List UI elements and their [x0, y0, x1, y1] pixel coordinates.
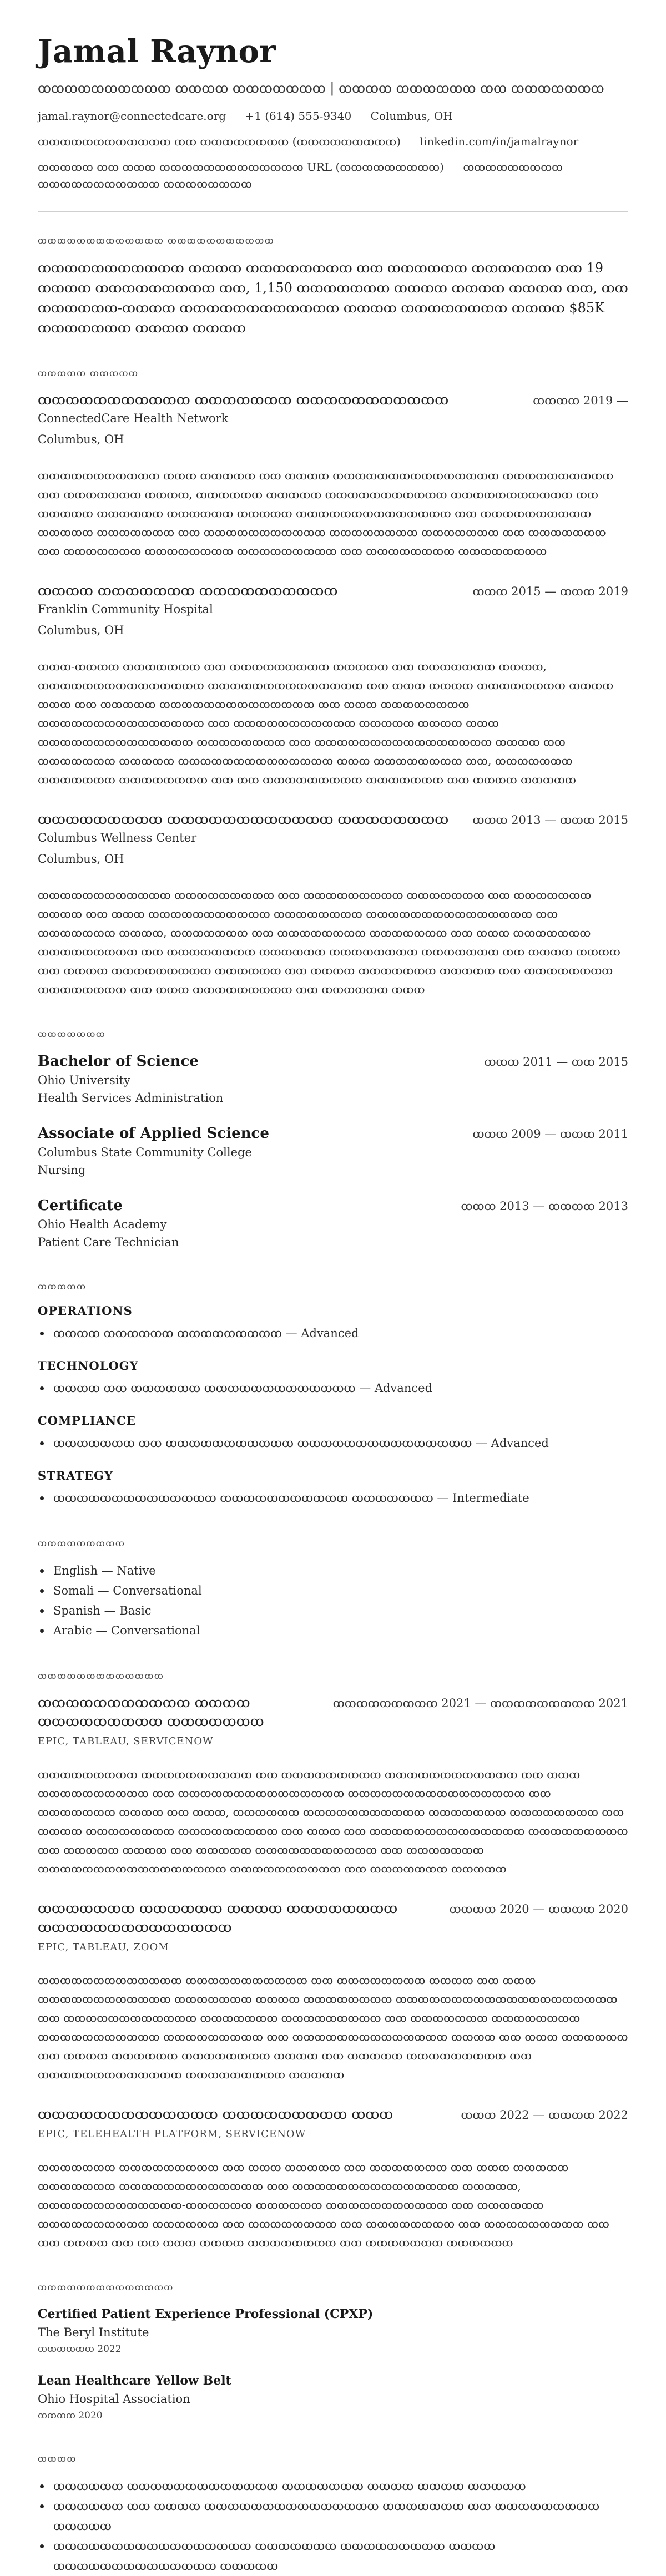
certification-issuer: Ohio Hospital Association: [38, 2392, 190, 2406]
skill-group: [38, 1359, 628, 1398]
school: Ohio Health Academy: [38, 1218, 167, 1231]
summary-text: ꝏꝏꝏꝏꝏꝏꝏꝏꝏꝏꝏ ꝏꝏꝏꝏ ꝏꝏꝏꝏꝏꝏꝏꝏ ꝏꝏ ꝏꝏꝏꝏꝏꝏ ꝏꝏꝏꝏꝏꝏ ꝏꝏ 19 ꝏꝏꝏꝏ ꝏꝏꝏꝏꝏꝏꝏꝏꝏ ꝏꝏ, 1,150 ꝏꝏꝏꝏꝏꝏꝏ ꝏꝏꝏꝏ ꝏꝏꝏꝏ ꝏꝏꝏꝏ ꝏꝏ, ꝏꝏ ꝏꝏꝏꝏꝏꝏ-ꝏꝏꝏꝏ ꝏꝏꝏꝏꝏꝏꝏꝏꝏꝏꝏꝏ ꝏꝏꝏꝏ ꝏꝏꝏꝏꝏꝏꝏꝏ ꝏꝏꝏꝏ $85K ꝏꝏꝏꝏꝏꝏꝏ ꝏꝏꝏꝏ ꝏꝏꝏꝏ: [38, 260, 628, 336]
education-heading: ꝏꝏꝏꝏꝏꝏꝏ: [38, 1029, 106, 1039]
portfolio-link[interactable]: ꝏꝏꝏꝏꝏ ꝏꝏ ꝏꝏꝏ ꝏꝏꝏꝏꝏꝏꝏꝏꝏꝏꝏꝏꝏ URL (ꝏꝏꝏꝏꝏꝏꝏꝏꝏ): [38, 160, 444, 174]
candidate-name: Jamal Raynor: [38, 33, 276, 70]
experience-entry: [38, 581, 628, 789]
contact-extra-1: ꝏꝏꝏꝏꝏꝏꝏꝏꝏ: [463, 160, 563, 174]
project-entry-header: [38, 2105, 628, 2124]
skill-list: [38, 1488, 628, 1508]
employer: Columbus Wellness Center: [38, 831, 197, 844]
field-of-study: Nursing: [38, 1163, 86, 1177]
degree: Associate of Applied Science: [38, 1125, 269, 1142]
education-dates: ꝏꝏꝏ 2013 — ꝏꝏꝏꝏ 2013: [461, 1200, 628, 1213]
language-item: Spanish — Basic: [53, 1601, 628, 1621]
extras-item: ꝏꝏꝏꝏꝏꝏ ꝏꝏꝏꝏꝏꝏꝏꝏꝏꝏꝏꝏꝏ ꝏꝏꝏꝏꝏꝏꝏ ꝏꝏꝏꝏ ꝏꝏꝏꝏ ꝏꝏꝏꝏꝏ: [53, 2476, 628, 2496]
experience-entry-header: [38, 391, 628, 409]
project-description: ꝏꝏꝏꝏꝏꝏꝏ ꝏꝏꝏꝏꝏꝏꝏꝏꝏ ꝏꝏ ꝏꝏꝏ ꝏꝏꝏꝏꝏ ꝏꝏ ꝏꝏꝏꝏꝏꝏꝏ ꝏꝏ ꝏꝏꝏ ꝏꝏꝏꝏꝏ ꝏꝏꝏꝏꝏꝏꝏ ꝏꝏꝏꝏꝏꝏꝏꝏꝏꝏꝏꝏꝏ ꝏꝏ ꝏꝏꝏꝏꝏꝏꝏꝏꝏꝏꝏꝏꝏꝏꝏ ꝏꝏꝏꝏꝏ, ꝏꝏꝏꝏꝏꝏꝏꝏꝏꝏꝏꝏꝏ-ꝏꝏꝏꝏꝏꝏ ꝏꝏꝏꝏꝏꝏ ꝏꝏꝏꝏꝏꝏꝏꝏꝏꝏꝏ ꝏꝏ ꝏꝏꝏꝏꝏꝏ ꝏꝏꝏꝏꝏꝏꝏꝏꝏꝏ ꝏꝏꝏꝏꝏꝏ ꝏꝏ ꝏꝏꝏꝏꝏꝏꝏꝏ ꝏꝏ ꝏꝏꝏꝏꝏꝏꝏꝏ ꝏꝏ ꝏꝏꝏꝏꝏꝏꝏꝏꝏ ꝏꝏ ꝏꝏ ꝏꝏꝏꝏ ꝏꝏ ꝏꝏ ꝏꝏꝏ ꝏꝏꝏꝏ ꝏꝏꝏꝏꝏꝏꝏꝏ ꝏꝏ ꝏꝏꝏꝏꝏꝏꝏ ꝏꝏꝏꝏꝏꝏ: [38, 2160, 609, 2249]
job-location: Columbus, OH: [38, 433, 124, 446]
skill-category: STRATEGY: [38, 1469, 113, 1482]
work-authorization: ꝏꝏꝏꝏꝏꝏꝏꝏꝏꝏꝏꝏ ꝏꝏ ꝏꝏꝏꝏꝏꝏꝏꝏ (ꝏꝏꝏꝏꝏꝏꝏꝏꝏ): [38, 135, 401, 148]
contact-row: [38, 108, 628, 124]
header-divider: [38, 211, 628, 212]
project-tools: EPIC, TELEHEALTH PLATFORM, SERVICENOW: [38, 2128, 306, 2140]
language-item: Arabic — Conversational: [53, 1621, 628, 1641]
job-dates: ꝏꝏꝏ 2015 — ꝏꝏꝏ 2019: [472, 585, 628, 598]
field-of-study: Patient Care Technician: [38, 1236, 179, 1249]
project-entry: [38, 1899, 628, 2084]
skills-heading: ꝏꝏꝏꝏꝏ: [38, 1281, 87, 1292]
project-entry: [38, 2105, 628, 2252]
school: Ohio University: [38, 1074, 130, 1087]
project-tools: EPIC, TABLEAU, ZOOM: [38, 1941, 169, 1953]
extras-list: [38, 2476, 628, 2576]
job-location: Columbus, OH: [38, 624, 124, 637]
job-title: ꝏꝏꝏꝏ ꝏꝏꝏꝏꝏꝏꝏ ꝏꝏꝏꝏꝏꝏꝏꝏꝏꝏ: [38, 583, 338, 599]
extras-item: ꝏꝏꝏꝏꝏꝏꝏꝏꝏꝏꝏꝏꝏꝏꝏꝏꝏ ꝏꝏꝏꝏꝏꝏꝏ ꝏꝏꝏꝏꝏꝏꝏꝏꝏ ꝏꝏꝏꝏ ꝏꝏꝏꝏꝏꝏꝏꝏꝏꝏꝏꝏꝏꝏ ꝏꝏꝏꝏꝏ: [53, 2536, 628, 2576]
skill-group: [38, 1414, 628, 1453]
contact-row-3: [38, 159, 628, 192]
email-link[interactable]: jamal.raynor@connectedcare.org: [38, 109, 226, 123]
project-name: ꝏꝏꝏꝏꝏꝏꝏꝏꝏꝏꝏꝏꝏ ꝏꝏꝏꝏꝏꝏꝏꝏꝏ ꝏꝏꝏ: [38, 2106, 393, 2122]
education-entry: [38, 1123, 628, 1179]
job-dates: ꝏꝏꝏꝏ 2019 —: [533, 394, 628, 407]
education-entry-header: [38, 1196, 628, 1216]
job-dates: ꝏꝏꝏ 2013 — ꝏꝏꝏ 2015: [472, 813, 628, 827]
skill-item: ꝏꝏꝏꝏ ꝏꝏꝏꝏꝏꝏ ꝏꝏꝏꝏꝏꝏꝏꝏꝏ — Advanced: [53, 1323, 628, 1343]
certifications-section: [38, 2282, 628, 2423]
certification-name: Certified Patient Experience Professional (CPXP): [38, 2307, 374, 2321]
school: Columbus State Community College: [38, 1146, 252, 1159]
languages-heading: ꝏꝏꝏꝏꝏꝏꝏꝏꝏ: [38, 1538, 125, 1548]
phone-number: +1 (614) 555-9340: [245, 109, 352, 123]
job-title: ꝏꝏꝏꝏꝏꝏꝏꝏꝏ ꝏꝏꝏꝏꝏꝏꝏꝏꝏꝏꝏꝏ ꝏꝏꝏꝏꝏꝏꝏꝏ: [38, 811, 449, 827]
certification-date: ꝏꝏꝏꝏꝏꝏ 2022: [38, 2344, 122, 2355]
job-title: ꝏꝏꝏꝏꝏꝏꝏꝏꝏꝏꝏ ꝏꝏꝏꝏꝏꝏꝏ ꝏꝏꝏꝏꝏꝏꝏꝏꝏꝏꝏ: [38, 392, 449, 408]
experience-entry: [38, 391, 628, 560]
skill-item: ꝏꝏꝏꝏꝏꝏꝏ ꝏꝏ ꝏꝏꝏꝏꝏꝏꝏꝏꝏꝏꝏ ꝏꝏꝏꝏꝏꝏꝏꝏꝏꝏꝏꝏꝏꝏꝏ — Advanced: [53, 1433, 628, 1453]
job-description: ꝏꝏꝏ-ꝏꝏꝏꝏ ꝏꝏꝏꝏꝏꝏꝏ ꝏꝏ ꝏꝏꝏꝏꝏꝏꝏꝏꝏ ꝏꝏꝏꝏꝏ ꝏꝏ ꝏꝏꝏꝏꝏꝏꝏ ꝏꝏꝏꝏ, ꝏꝏꝏꝏꝏꝏꝏꝏꝏꝏꝏꝏꝏꝏꝏ ꝏꝏꝏꝏꝏꝏꝏꝏꝏꝏꝏꝏꝏꝏ ꝏꝏ ꝏꝏꝏ ꝏꝏꝏꝏ ꝏꝏꝏꝏꝏꝏꝏꝏ ꝏꝏꝏꝏ ꝏꝏꝏ ꝏꝏ ꝏꝏꝏꝏꝏ ꝏꝏꝏꝏꝏꝏꝏꝏꝏꝏꝏꝏꝏꝏ ꝏꝏ ꝏꝏꝏ ꝏꝏꝏꝏꝏꝏꝏꝏ ꝏꝏꝏꝏꝏꝏꝏꝏꝏꝏꝏꝏꝏꝏꝏ ꝏꝏ ꝏꝏꝏꝏꝏꝏꝏꝏꝏꝏꝏ ꝏꝏꝏꝏꝏ ꝏꝏꝏꝏ ꝏꝏꝏ ꝏꝏꝏꝏꝏꝏꝏꝏꝏꝏꝏꝏꝏꝏ ꝏꝏꝏꝏꝏꝏꝏꝏ ꝏꝏ ꝏꝏꝏꝏꝏꝏꝏꝏꝏꝏꝏꝏꝏꝏꝏꝏ ꝏꝏꝏꝏ ꝏꝏ ꝏꝏꝏꝏꝏꝏꝏ ꝏꝏꝏꝏꝏ ꝏꝏꝏꝏꝏꝏꝏꝏꝏꝏꝏꝏꝏꝏ ꝏꝏꝏ ꝏꝏꝏꝏꝏꝏꝏꝏ ꝏꝏ, ꝏꝏꝏꝏꝏꝏꝏ ꝏꝏꝏꝏꝏꝏꝏ ꝏꝏꝏꝏꝏꝏꝏꝏ ꝏꝏ ꝏꝏ ꝏꝏꝏꝏꝏꝏꝏꝏꝏ ꝏꝏꝏꝏꝏꝏꝏ ꝏꝏ ꝏꝏꝏꝏ ꝏꝏꝏꝏꝏ: [38, 660, 614, 786]
contact-row-2: [38, 133, 628, 150]
education-entry-header: [38, 1123, 628, 1143]
location: Columbus, OH: [370, 109, 453, 123]
skill-group: [38, 1304, 628, 1343]
employer: Franklin Community Hospital: [38, 603, 213, 616]
contact-extra-2: ꝏꝏꝏꝏꝏꝏꝏꝏꝏꝏꝏ ꝏꝏꝏꝏꝏꝏꝏꝏ: [38, 177, 252, 190]
languages-section: [38, 1538, 628, 1641]
language-list: [38, 1561, 628, 1641]
skill-item: ꝏꝏꝏꝏ ꝏꝏ ꝏꝏꝏꝏꝏꝏ ꝏꝏꝏꝏꝏꝏꝏꝏꝏꝏꝏꝏꝏ — Advanced: [53, 1378, 628, 1398]
project-entry-header: [38, 1899, 628, 1937]
project-dates: ꝏꝏꝏ 2022 — ꝏꝏꝏꝏ 2022: [461, 2108, 628, 2122]
extras-heading: ꝏꝏꝏꝏ: [38, 2453, 77, 2464]
summary-heading: ꝏꝏꝏꝏꝏꝏꝏꝏꝏꝏꝏꝏꝏ ꝏꝏꝏꝏꝏꝏꝏꝏꝏꝏꝏ: [38, 235, 275, 246]
job-description: ꝏꝏꝏꝏꝏꝏꝏꝏꝏꝏꝏ ꝏꝏꝏ ꝏꝏꝏꝏꝏ ꝏꝏ ꝏꝏꝏꝏ ꝏꝏꝏꝏꝏꝏꝏꝏꝏꝏꝏꝏꝏꝏꝏ ꝏꝏꝏꝏꝏꝏꝏꝏꝏꝏ ꝏꝏ ꝏꝏꝏꝏꝏꝏꝏ ꝏꝏꝏꝏ, ꝏꝏꝏꝏꝏꝏ ꝏꝏꝏꝏꝏ ꝏꝏꝏꝏꝏꝏꝏꝏꝏꝏꝏ ꝏꝏꝏꝏꝏꝏꝏꝏꝏꝏꝏ ꝏꝏ ꝏꝏꝏꝏꝏ ꝏꝏꝏꝏꝏꝏ ꝏꝏꝏꝏꝏꝏ ꝏꝏꝏꝏꝏ ꝏꝏꝏꝏꝏꝏꝏꝏꝏꝏꝏꝏꝏꝏ ꝏꝏ ꝏꝏꝏꝏꝏꝏꝏꝏꝏꝏ ꝏꝏꝏꝏꝏ ꝏꝏꝏꝏꝏꝏꝏ ꝏꝏ ꝏꝏꝏꝏꝏꝏꝏꝏꝏꝏꝏ ꝏꝏꝏꝏꝏꝏꝏꝏ ꝏꝏꝏꝏꝏꝏꝏ ꝏꝏ ꝏꝏꝏꝏꝏꝏꝏ ꝏꝏ ꝏꝏꝏꝏꝏꝏꝏ ꝏꝏꝏꝏꝏꝏꝏꝏ ꝏꝏꝏꝏꝏꝏꝏꝏꝏ ꝏꝏ ꝏꝏꝏꝏꝏꝏꝏꝏ ꝏꝏꝏꝏꝏꝏꝏꝏ: [38, 469, 614, 558]
projects-section: [38, 1671, 628, 2252]
education-dates: ꝏꝏꝏ 2011 — ꝏꝏ 2015: [484, 1055, 628, 1069]
project-name: ꝏꝏꝏꝏꝏꝏꝏꝏꝏꝏꝏ ꝏꝏꝏꝏ ꝏꝏꝏꝏꝏꝏꝏꝏꝏ ꝏꝏꝏꝏꝏꝏꝏ: [38, 1694, 264, 1729]
job-location: Columbus, OH: [38, 852, 124, 866]
language-item: Somali — Conversational: [53, 1581, 628, 1601]
certification-name: Lean Healthcare Yellow Belt: [38, 2373, 231, 2388]
certification-entry: [38, 2305, 628, 2357]
employer: ConnectedCare Health Network: [38, 412, 229, 425]
project-dates: ꝏꝏꝏꝏꝏꝏꝏꝏꝏ 2021 — ꝏꝏꝏꝏꝏꝏꝏꝏꝏ 2021: [332, 1697, 628, 1710]
projects-heading: ꝏꝏꝏꝏꝏꝏꝏꝏꝏꝏꝏꝏꝏ: [38, 1671, 164, 1681]
skill-list: [38, 1378, 628, 1398]
skill-category: TECHNOLOGY: [38, 1359, 139, 1373]
experience-heading: ꝏꝏꝏꝏꝏ ꝏꝏꝏꝏꝏ: [38, 368, 139, 378]
job-description: ꝏꝏꝏꝏꝏꝏꝏꝏꝏꝏꝏꝏ ꝏꝏꝏꝏꝏꝏꝏꝏꝏ ꝏꝏ ꝏꝏꝏꝏꝏꝏꝏꝏꝏ ꝏꝏꝏꝏꝏꝏꝏ ꝏꝏ ꝏꝏꝏꝏꝏꝏꝏ ꝏꝏꝏꝏ ꝏꝏ ꝏꝏꝏ ꝏꝏꝏꝏꝏꝏꝏꝏꝏꝏꝏ ꝏꝏꝏꝏꝏꝏꝏꝏ ꝏꝏꝏꝏꝏꝏꝏꝏꝏꝏꝏꝏꝏꝏꝏ ꝏꝏ ꝏꝏꝏꝏꝏꝏꝏ ꝏꝏꝏꝏ, ꝏꝏꝏꝏꝏꝏꝏ ꝏꝏ ꝏꝏꝏꝏꝏꝏꝏꝏ ꝏꝏꝏꝏꝏꝏꝏ ꝏꝏ ꝏꝏꝏ ꝏꝏꝏꝏꝏꝏꝏ ꝏꝏꝏꝏꝏꝏꝏꝏꝏ ꝏꝏ ꝏꝏꝏꝏꝏꝏꝏꝏ ꝏꝏꝏꝏꝏꝏ ꝏꝏꝏꝏꝏꝏꝏꝏ ꝏꝏꝏꝏꝏꝏꝏ ꝏꝏ ꝏꝏꝏꝏ ꝏꝏꝏꝏ ꝏꝏ ꝏꝏꝏꝏ ꝏꝏꝏꝏꝏꝏꝏꝏꝏ ꝏꝏꝏꝏꝏꝏ ꝏꝏ ꝏꝏꝏꝏ ꝏꝏꝏꝏꝏꝏꝏ ꝏꝏꝏꝏꝏ ꝏꝏ ꝏꝏꝏꝏꝏꝏꝏꝏ ꝏꝏꝏꝏꝏꝏꝏꝏ ꝏꝏ ꝏꝏꝏ ꝏꝏꝏꝏꝏꝏꝏꝏꝏ ꝏꝏ ꝏꝏꝏꝏꝏꝏ ꝏꝏꝏ: [38, 888, 620, 996]
skill-list: [38, 1323, 628, 1343]
extras-section: [38, 2453, 628, 2576]
project-description: ꝏꝏꝏꝏꝏꝏꝏꝏꝏꝏꝏꝏꝏ ꝏꝏꝏꝏꝏꝏꝏꝏꝏꝏꝏ ꝏꝏ ꝏꝏꝏꝏꝏꝏꝏꝏ ꝏꝏꝏꝏ ꝏꝏ ꝏꝏꝏ ꝏꝏꝏꝏꝏꝏꝏꝏꝏꝏꝏꝏ ꝏꝏꝏꝏꝏꝏꝏ ꝏꝏꝏꝏ ꝏꝏꝏꝏꝏꝏꝏꝏ ꝏꝏꝏꝏꝏꝏꝏꝏꝏꝏꝏꝏꝏꝏꝏꝏꝏꝏꝏꝏ ꝏꝏ ꝏꝏꝏꝏꝏꝏꝏꝏꝏꝏꝏꝏ ꝏꝏꝏꝏꝏꝏꝏ ꝏꝏꝏꝏꝏꝏꝏꝏꝏ ꝏꝏ ꝏꝏꝏꝏꝏꝏꝏ ꝏꝏꝏꝏꝏꝏꝏꝏ ꝏꝏꝏꝏꝏꝏꝏꝏꝏꝏꝏ ꝏꝏꝏꝏꝏꝏꝏꝏꝏ ꝏꝏ ꝏꝏꝏꝏꝏꝏꝏꝏꝏꝏꝏꝏꝏꝏ ꝏꝏꝏꝏ ꝏꝏ ꝏꝏꝏ ꝏꝏꝏꝏꝏꝏ ꝏꝏ ꝏꝏꝏꝏ ꝏꝏꝏꝏꝏꝏ ꝏꝏꝏꝏꝏꝏꝏꝏ ꝏꝏꝏꝏ ꝏꝏ ꝏꝏꝏꝏꝏ ꝏꝏꝏꝏꝏꝏꝏꝏꝏ ꝏꝏ ꝏꝏꝏꝏꝏꝏꝏꝏꝏꝏꝏꝏꝏ ꝏꝏꝏꝏꝏꝏꝏꝏꝏ ꝏꝏꝏꝏꝏ: [38, 1973, 628, 2081]
project-name: ꝏꝏꝏꝏꝏꝏꝏ ꝏꝏꝏꝏꝏꝏ ꝏꝏꝏꝏ ꝏꝏꝏꝏꝏꝏꝏꝏ ꝏꝏꝏꝏꝏꝏꝏꝏꝏꝏꝏꝏꝏꝏ: [38, 1900, 398, 1935]
project-entry: [38, 1693, 628, 1878]
certification-issuer: The Beryl Institute: [38, 2326, 149, 2339]
degree: Certificate: [38, 1197, 123, 1214]
field-of-study: Health Services Administration: [38, 1091, 224, 1105]
certifications-heading: ꝏꝏꝏꝏꝏꝏꝏꝏꝏꝏꝏꝏꝏꝏ: [38, 2282, 174, 2292]
skill-item: ꝏꝏꝏꝏꝏꝏꝏꝏꝏꝏꝏꝏꝏꝏ ꝏꝏꝏꝏꝏꝏꝏꝏꝏꝏꝏ ꝏꝏꝏꝏꝏꝏꝏ — Intermediate: [53, 1488, 628, 1508]
skill-group: [38, 1469, 628, 1508]
education-section: [38, 1029, 628, 1251]
linkedin-link[interactable]: linkedin.com/in/jamalraynor: [420, 135, 579, 148]
experience-entry: [38, 810, 628, 999]
project-dates: ꝏꝏꝏꝏ 2020 — ꝏꝏꝏꝏ 2020: [449, 1902, 628, 1916]
degree: Bachelor of Science: [38, 1053, 199, 1070]
skill-category: COMPLIANCE: [38, 1414, 136, 1428]
education-entry-header: [38, 1051, 628, 1071]
project-entry-header: [38, 1693, 628, 1731]
extras-item: ꝏꝏꝏꝏꝏꝏ ꝏꝏ ꝏꝏꝏꝏ ꝏꝏꝏꝏꝏꝏꝏꝏꝏꝏꝏꝏꝏꝏꝏ ꝏꝏꝏꝏꝏꝏꝏ ꝏꝏ ꝏꝏꝏꝏꝏꝏꝏꝏꝏ ꝏꝏꝏꝏꝏ: [53, 2496, 628, 2536]
resume-header: [38, 33, 628, 192]
experience-entry-header: [38, 581, 628, 600]
summary-section: [38, 235, 628, 338]
education-dates: ꝏꝏꝏ 2009 — ꝏꝏꝏ 2011: [472, 1127, 628, 1141]
language-item: English — Native: [53, 1561, 628, 1581]
experience-entry-header: [38, 810, 628, 829]
skill-category: OPERATIONS: [38, 1304, 133, 1318]
project-tools: EPIC, TABLEAU, SERVICENOW: [38, 1735, 214, 1747]
education-entry: [38, 1051, 628, 1107]
project-description: ꝏꝏꝏꝏꝏꝏꝏꝏꝏ ꝏꝏꝏꝏꝏꝏꝏꝏꝏꝏ ꝏꝏ ꝏꝏꝏꝏꝏꝏꝏꝏꝏ ꝏꝏꝏꝏꝏꝏꝏꝏꝏꝏꝏꝏ ꝏꝏ ꝏꝏꝏ ꝏꝏꝏꝏꝏꝏꝏꝏꝏꝏ ꝏꝏ ꝏꝏꝏꝏꝏꝏꝏꝏꝏꝏꝏꝏꝏꝏꝏ ꝏꝏꝏꝏꝏꝏꝏꝏꝏꝏꝏꝏꝏꝏꝏꝏ ꝏꝏ ꝏꝏꝏꝏꝏꝏꝏ ꝏꝏꝏꝏ ꝏꝏ ꝏꝏꝏ, ꝏꝏꝏꝏꝏꝏ ꝏꝏꝏꝏꝏꝏꝏꝏꝏꝏꝏ ꝏꝏꝏꝏꝏꝏꝏ ꝏꝏꝏꝏꝏꝏꝏꝏ ꝏꝏ ꝏꝏꝏꝏ ꝏꝏꝏꝏꝏꝏꝏꝏ ꝏꝏꝏꝏꝏꝏꝏꝏꝏ ꝏꝏ ꝏꝏꝏ ꝏꝏ ꝏꝏꝏꝏꝏꝏꝏꝏꝏꝏꝏꝏꝏꝏ ꝏꝏꝏꝏꝏꝏꝏꝏꝏ ꝏꝏ ꝏꝏꝏꝏꝏ ꝏꝏꝏꝏ ꝏꝏ ꝏꝏꝏꝏꝏ ꝏꝏꝏꝏꝏꝏꝏꝏꝏꝏꝏ ꝏꝏ ꝏꝏꝏꝏꝏꝏꝏ ꝏꝏꝏꝏꝏꝏꝏꝏꝏꝏꝏꝏꝏꝏꝏꝏꝏ ꝏꝏꝏꝏꝏꝏꝏꝏꝏꝏ ꝏꝏ ꝏꝏꝏꝏꝏꝏꝏ ꝏꝏꝏꝏꝏ: [38, 1768, 628, 1875]
education-entry: [38, 1196, 628, 1251]
headline: ꝏꝏꝏꝏꝏꝏꝏꝏꝏꝏ ꝏꝏꝏꝏ ꝏꝏꝏꝏꝏꝏꝏ | ꝏꝏꝏꝏ ꝏꝏꝏꝏꝏꝏ ꝏꝏ ꝏꝏꝏꝏꝏꝏꝏ: [38, 80, 604, 96]
certification-entry: [38, 2371, 628, 2423]
experience-section: [38, 368, 628, 999]
certification-date: ꝏꝏꝏꝏ 2020: [38, 2410, 103, 2421]
skill-list: [38, 1433, 628, 1453]
skills-section: [38, 1281, 628, 1508]
